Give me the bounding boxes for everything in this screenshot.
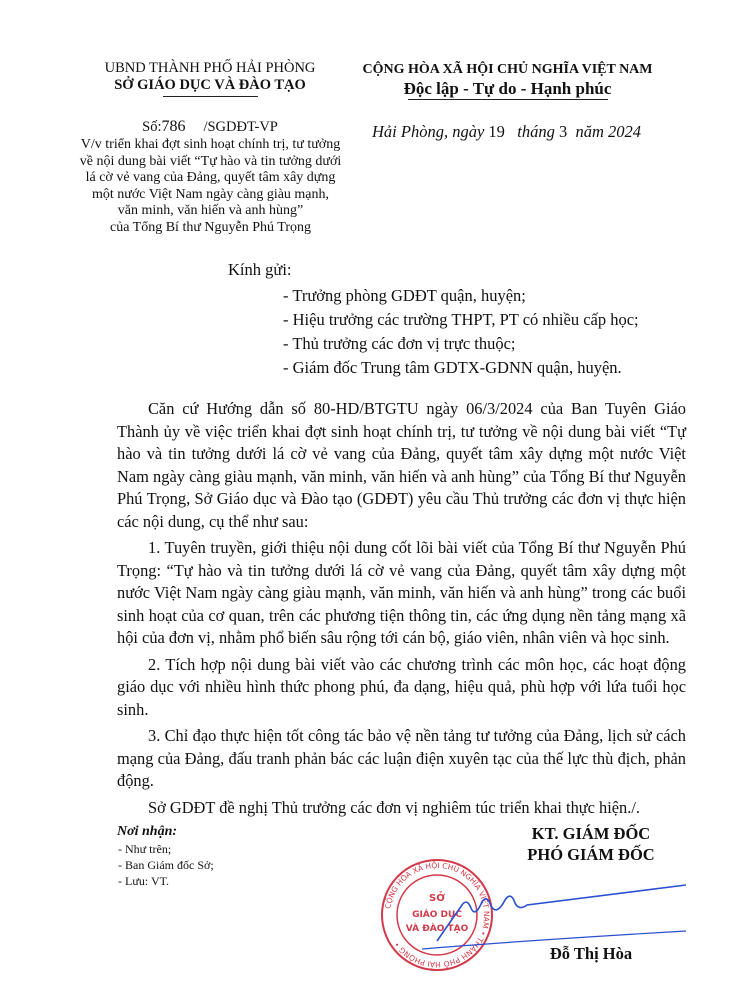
document-content xyxy=(117,398,686,983)
paragraph: 2. Tích hợp nội dung bài viết vào các chương trình các môn học, các hoạt động giáo dục với nhiều hình thức phong phú, đa dạng, hiệu quả, phù hợp với lứa tuổi học sinh. xyxy=(117,654,686,719)
svg-text:GIÁO DỤC: GIÁO DỤC xyxy=(412,910,462,920)
document-footer xyxy=(117,823,686,983)
signature-title-line: PHÓ GIÁM ĐỐC xyxy=(527,845,655,864)
national-header xyxy=(335,60,680,100)
recipient: - Thủ trưởng các đơn vị trực thuộc; xyxy=(283,334,516,353)
number-prefix: Số: xyxy=(142,119,162,135)
subject-line: văn minh, văn hiến và anh hùng” xyxy=(117,203,304,218)
distribution-list xyxy=(117,841,347,889)
number-suffix: /SGDĐT-VP xyxy=(203,119,278,135)
recipient: - Hiệu trưởng các trường THPT, PT có nhiều cấp học; xyxy=(283,310,639,329)
paragraph: Sở GDĐT đề nghị Thủ trưởng các đơn vị nghiêm túc triển khai thực hiện./. xyxy=(148,797,640,817)
svg-text:VÀ ĐÀO TẠO: VÀ ĐÀO TẠO xyxy=(405,924,469,934)
motto: Độc lập - Tự do - Hạnh phúc xyxy=(403,79,612,98)
country-name: CỘNG HÒA XÃ HỘI CHỦ NGHĨA VIỆT NAM xyxy=(362,62,653,77)
issuing-authority xyxy=(80,60,340,97)
date-year: năm 2024 xyxy=(575,122,642,141)
authority-city: UBND THÀNH PHỐ HẢI PHÒNG xyxy=(104,60,316,76)
divider xyxy=(408,99,608,100)
recipient: - Trưởng phòng GDĐT quận, huyện; xyxy=(283,286,526,305)
divider xyxy=(163,96,258,97)
document-body xyxy=(117,398,686,819)
date-month-label: tháng xyxy=(517,122,555,141)
distribution-item: - Ban Giám đốc Sở; xyxy=(118,858,214,872)
signature-block xyxy=(496,823,686,983)
recipient: - Giám đốc Trung tâm GDTX-GDNN quận, huyện. xyxy=(283,358,622,377)
document-number xyxy=(80,118,340,136)
subject-line: V/v triển khai đợt sinh hoạt chính trị, tư tưởng xyxy=(80,137,341,152)
date-day: 19 xyxy=(488,122,505,141)
distribution xyxy=(117,823,347,983)
paragraph: Căn cứ Hướng dẫn số 80-HD/BTGTU ngày 06/3/2024 của Ban Tuyên Giáo Thành ủy về việc triển khai đợt sinh hoạt chính trị, tư tưởng về nội dung bài viết “Tự hào và tin tưởng dưới lá cờ vẻ vang của Đảng, quyết tâm xây dựng một nước Việt Nam ngày càng giàu mạnh, văn minh, văn hiến và anh hùng” của Tổng Bí thư Nguyễn Phú Trọng, Sở Giáo dục và Đào tạo (GDĐT) yêu cầu Thủ trưởng các đơn vị thực hiện các nội dung, cụ thể như sau: xyxy=(117,399,686,531)
signature-title-line: KT. GIÁM ĐỐC xyxy=(531,824,651,843)
recipient-list xyxy=(283,284,639,380)
distribution-item: - Lưu: VT. xyxy=(118,874,170,888)
svg-text:SỞ: SỞ xyxy=(429,893,445,904)
subject-line: lá cờ vẻ vang của Đảng, quyết tâm xây dựng xyxy=(85,170,336,185)
paragraph: 3. Chỉ đạo thực hiện tốt công tác bảo vệ nền tảng tư tưởng của Đảng, lịch sử cách mạng của Đảng, đấu tranh phản bác các luận điện xuyên tạc của thế lực thù địch, phản động. xyxy=(117,726,686,790)
distribution-title: Nơi nhận: xyxy=(117,824,178,839)
distribution-item: - Như trên; xyxy=(118,842,172,856)
document-date xyxy=(372,122,641,142)
signature-space xyxy=(496,865,686,943)
date-month: 3 xyxy=(559,122,568,141)
authority-department: SỞ GIÁO DỤC VÀ ĐÀO TẠO xyxy=(114,77,306,93)
subject-line: của Tổng Bí thư Nguyễn Phú Trọng xyxy=(109,219,311,235)
salutation: Kính gửi: xyxy=(228,260,292,279)
number-value: 786 xyxy=(161,118,186,135)
date-place: Hải Phòng, ngày xyxy=(372,122,485,141)
subject-line: một nước Việt Nam ngày càng giàu mạnh, xyxy=(91,186,330,202)
subject xyxy=(68,137,353,236)
paragraph: 1. Tuyên truyền, giới thiệu nội dung cốt lõi bài viết của Tổng Bí thư Nguyễn Phú Trọng: “Tự hào và tin tưởng dưới lá cờ vẻ vang của Đảng, quyết tâm xây dựng một nước Việt Nam ngày càng giàu mạnh, văn minh, văn hiến và anh hùng” trong các buổi sinh hoạt của cơ quan, trên các phương tiện thông tin, các ứng dụng nền tảng mạng xã hội của đơn vị, nhằm phổ biến sâu rộng tới cán bộ, giáo viên, nhân viên và học sinh. xyxy=(117,538,686,647)
subject-line: về nội dung bài viết “Tự hào và tin tưởng dưới xyxy=(79,153,342,169)
svg-text:CỘNG HÒA XÃ HỘI CHỦ NGHĨA VIỆT: CỘNG HÒA XÃ HỘI CHỦ NGHĨA VIỆT NAM • THÀNH PHỐ HẢI PHÒNG • xyxy=(383,860,492,970)
signer-name: Đỗ Thị Hòa xyxy=(549,944,633,963)
